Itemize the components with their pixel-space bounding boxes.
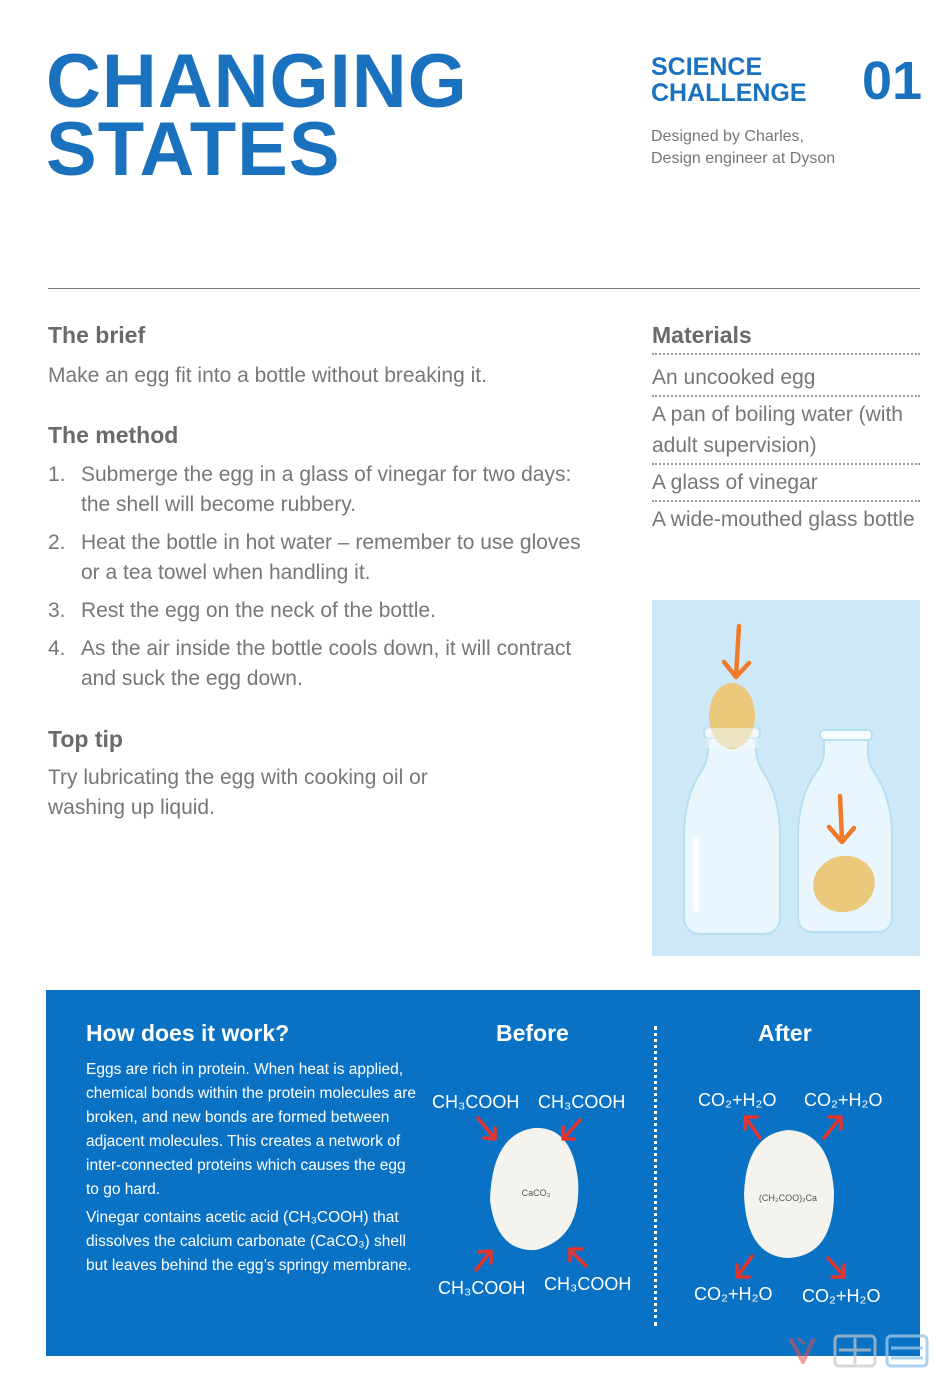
- after-heading: After: [758, 1020, 812, 1046]
- page-title: [46, 39, 468, 192]
- before-heading: Before: [496, 1020, 569, 1046]
- egg-bottle-illustration: [652, 600, 920, 956]
- arrow-out-icon: [828, 1258, 844, 1277]
- acid-label: CH₃COOH: [538, 1092, 626, 1112]
- method-heading: The method: [48, 422, 179, 448]
- how-paragraph-2: Vinegar contains acetic acid (CH₃COOH) that dissolves the calcium carbonate (CaCO₃) shell but leaves behind the egg’s springy membrane.: [86, 1209, 412, 1274]
- method-step: [48, 528, 588, 588]
- how-paragraph-1: Eggs are rich in protein. When heat is applied, chemical bonds within the protein molecules are broken, and new bonds are formed between adjacent molecules. This creates a network of inter-connected proteins which causes the egg to go hard.: [86, 1061, 416, 1198]
- brief-heading: The brief: [48, 322, 146, 348]
- materials-list: [652, 360, 920, 537]
- arrow-out-icon: [824, 1117, 841, 1138]
- series-line-1: SCIENCE: [651, 53, 763, 81]
- credit-line-2: Design engineer at Dyson: [651, 150, 836, 167]
- acid-label: CH₃COOH: [438, 1278, 526, 1298]
- arrow-out-icon: [737, 1256, 752, 1277]
- material-item: An uncooked egg: [652, 360, 920, 397]
- top-tip-heading: Top tip: [48, 726, 123, 752]
- challenge-number: 01: [862, 51, 923, 111]
- step-number: 1.: [48, 463, 66, 486]
- title-line-1: CHANGING: [46, 39, 468, 124]
- material-item: A wide-mouthed glass bottle: [652, 508, 915, 531]
- series-label: [651, 54, 807, 106]
- header-divider: [48, 288, 920, 289]
- arrow-in-icon: [476, 1251, 491, 1270]
- materials-heading: Materials: [652, 322, 920, 355]
- how-text: [86, 1058, 416, 1282]
- method-step: [48, 596, 588, 626]
- product-label: CO₂+H₂O: [804, 1090, 883, 1110]
- reaction-diagram: [420, 1060, 920, 1350]
- egg-before-label: CaCO₃: [521, 1188, 551, 1198]
- arrow-in-icon: [478, 1118, 495, 1139]
- arrow-in-icon: [563, 1120, 580, 1139]
- series-line-2: CHALLENGE: [651, 79, 807, 107]
- right-bottle-neck: [820, 730, 872, 740]
- title-line-2: STATES: [46, 107, 341, 192]
- step-number: 2.: [48, 531, 66, 554]
- top-tip-text: Try lubricating the egg with cooking oil or washing up liquid.: [48, 766, 428, 819]
- arrow-in-icon: [570, 1249, 586, 1266]
- how-heading: How does it work?: [86, 1020, 290, 1046]
- method-step: [48, 460, 588, 520]
- fish-logo-icon: [783, 1330, 952, 1370]
- brief-text: Make an egg fit into a bottle without breaking it.: [48, 364, 487, 387]
- egg-after-label: (CH₃COO)₂Ca: [758, 1193, 818, 1203]
- step-text: As the air inside the bottle cools down, it will contract and suck the egg down.: [81, 637, 572, 690]
- method-step: [48, 634, 588, 694]
- acid-label: CH₃COOH: [432, 1092, 520, 1112]
- step-text: Submerge the egg in a glass of vinegar for two days: the shell will become rubbery.: [81, 463, 572, 516]
- method-steps: [48, 460, 588, 702]
- product-label: CO₂+H₂O: [694, 1284, 773, 1304]
- arrow-out-icon: [745, 1117, 760, 1138]
- egg-neck-overlay: [706, 728, 758, 748]
- step-number: 4.: [48, 637, 66, 660]
- material-item: A pan of boiling water (with adult supervision): [652, 397, 920, 465]
- step-text: Rest the egg on the neck of the bottle.: [81, 599, 436, 622]
- step-text: Heat the bottle in hot water – remember to use gloves or a tea towel when handling it.: [81, 531, 581, 584]
- product-label: CO₂+H₂O: [698, 1090, 777, 1110]
- step-number: 3.: [48, 599, 66, 622]
- acid-label: CH₃COOH: [544, 1274, 632, 1294]
- credit-line-1: Designed by Charles,: [651, 128, 804, 145]
- product-label: CO₂+H₂O: [802, 1286, 881, 1306]
- material-item: A glass of vinegar: [652, 465, 920, 502]
- designer-credit: [651, 126, 835, 170]
